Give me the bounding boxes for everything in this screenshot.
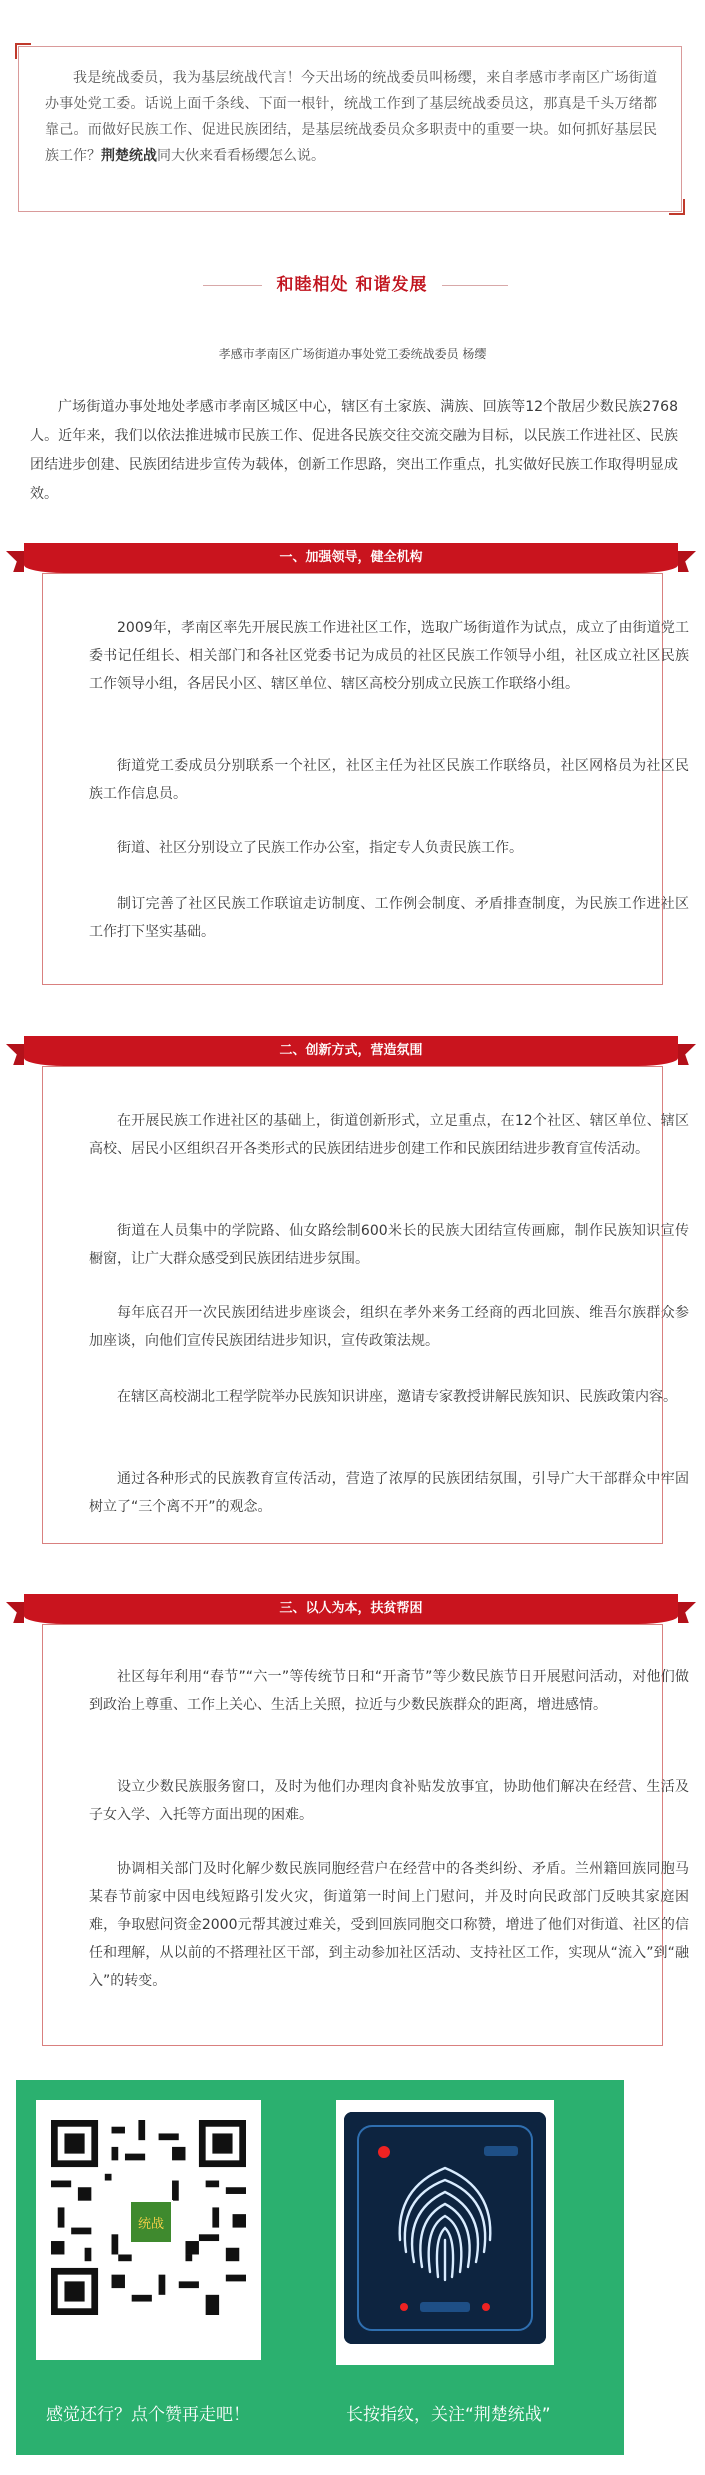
section-3-paragraph: 设立少数民族服务窗口，及时为他们办理肉食补贴发放事宜，协助他们解决在经营、生活及子女入学、入托等方面出现的困难。: [89, 1779, 689, 1823]
article-title-wrap: [262, 268, 442, 302]
section-2-paragraph: 通过各种形式的民族教育宣传活动，营造了浓厚的民族团结氛围，引导广大干部群众中牢固树立了“三个离不开”的观念。: [89, 1471, 689, 1515]
section-1-box: [42, 573, 689, 985]
intro-box: [18, 46, 682, 212]
section-1-title: 一、加强领导，健全机构: [279, 550, 423, 565]
section-1-paragraph: 街道、社区分别设立了民族工作办公室，指定专人负责民族工作。: [117, 840, 523, 856]
like-caption: 感觉还行？点个赞再走吧！: [46, 2405, 250, 2425]
follow-caption: 长按指纹，关注“荆楚统战”: [346, 2405, 551, 2425]
fingerprint-icon[interactable]: [344, 2112, 546, 2344]
article-author: 孝感市孝南区广场街道办事处党工委统战委员 杨缨: [218, 347, 487, 361]
section-2-paragraph: 在开展民族工作进社区的基础上，街道创新形式，立足重点，在12个社区、辖区单位、辖区高校、居民小区组织召开各类形式的民族团结进步创建工作和民族团结进步教育宣传活动。: [89, 1113, 689, 1157]
intro-text: 我是统战委员，我为基层统战代言！今天出场的统战委员叫杨缨，来自孝感市孝南区广场街道办事处党工委。话说上面千条线、下面一根针，统战工作到了基层统战委员这，那真是千头万绪都靠己。而做好民族工作、促进民族团结，是基层统战委员众多职责中的重要一块。如何抓好基层民族工作？荆楚统战同大伙来看看杨缨怎么说。: [45, 70, 657, 164]
section-2-title: 二、创新方式，营造氛围: [279, 1043, 423, 1058]
intro-highlight: 荆楚统战: [101, 148, 157, 164]
section-3-title: 三、以人为本，扶贫帮困: [279, 1601, 423, 1616]
svg-text:统战: 统战: [137, 2217, 165, 2232]
section-1-paragraph: 制订完善了社区民族工作联谊走访制度、工作例会制度、矛盾排查制度，为民族工作进社区工作打下坚实基础。: [89, 896, 689, 940]
section-2-paragraph: 每年底召开一次民族团结进步座谈会，组织在孝外来务工经商的西北回族、维吾尔族群众参加座谈，向他们宣传民族团结进步知识，宣传政策法规。: [89, 1305, 689, 1349]
footer-banner: [16, 2080, 624, 2455]
section-2-paragraph: 在辖区高校湖北工程学院举办民族知识讲座，邀请专家教授讲解民族知识、民族政策内容。: [117, 1389, 677, 1405]
fingerprint-card[interactable]: [336, 2100, 554, 2365]
article-title: 和睦相处 和谐发展: [276, 275, 428, 295]
qr-card[interactable]: [36, 2100, 261, 2360]
section-2-paragraph: 街道在人员集中的学院路、仙女路绘制600米长的民族大团结宣传画廊，制作民族知识宣传橱窗，让广大群众感受到民族团结进步氛围。: [89, 1223, 689, 1267]
section-1-paragraph: 2009年，孝南区率先开展民族工作进社区工作，选取广场街道作为试点，成立了由街道党工委书记任组长、相关部门和各社区党委书记为成员的社区民族工作领导小组，社区成立社区民族工作领导小组，各居民小区、辖区单位、辖区高校分别成立民族工作联络小组。: [89, 620, 689, 692]
lead-paragraph: 广场街道办事处地处孝感市孝南区城区中心，辖区有土家族、满族、回族等12个散居少数民族2768人。近年来，我们以依法推进城市民族工作、促进各民族交往交流交融为目标，以民族工作进社区、民族团结进步创建、民族团结进步宣传为载体，创新工作思路，突出工作重点，扎实做好民族工作取得明显成效。: [30, 399, 678, 502]
qr-logo-icon: [131, 2202, 171, 2242]
section-1-paragraph: 街道党工委成员分别联系一个社区，社区主任为社区民族工作联络员，社区网格员为社区民族工作信息员。: [89, 758, 689, 802]
section-3-paragraph: 协调相关部门及时化解少数民族同胞经营户在经营中的各类纠纷、矛盾。兰州籍回族同胞马某春节前家中因电线短路引发火灾，街道第一时间上门慰问，并及时向民政部门反映其家庭困难，争取慰问资金2000元帮其渡过难关，受到回族同胞交口称赞，增进了他们对街道、社区的信任和理解，从以前的不搭理社区干部，到主动参加社区活动、支持社区工作，实现从“流入”到“融入”的转变。: [89, 1861, 689, 1989]
section-2-box: [42, 1066, 689, 1544]
qr-logo-badge: [129, 2200, 173, 2244]
section-3-paragraph: 社区每年利用“春节”“六一”等传统节日和“开斋节”等少数民族节日开展慰问活动，对他们做到政治上尊重、工作上关心、生活上关照，拉近与少数民族群众的距离，增进感情。: [89, 1669, 689, 1713]
section-3-box: [42, 1624, 689, 2046]
